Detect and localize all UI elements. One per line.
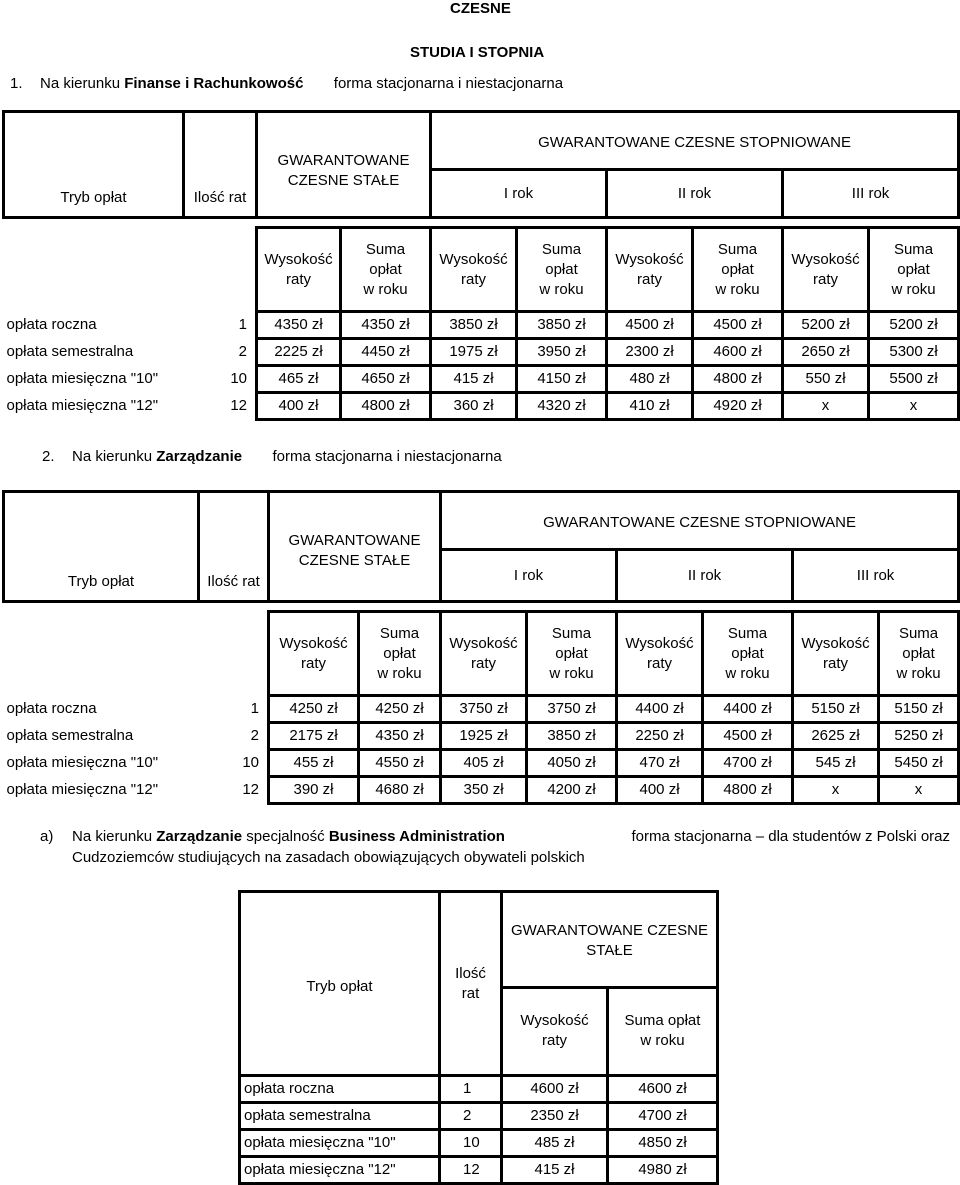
row-count: 2 — [440, 1103, 502, 1130]
subheader-wysokosc: Wysokość raty — [783, 228, 869, 312]
cell-rata: 2350 zł — [502, 1103, 608, 1130]
cell-suma: 4700 zł — [608, 1103, 718, 1130]
row-label: opłata miesięczna "10" — [6, 754, 159, 771]
header-tryb: Tryb opłat — [240, 892, 440, 1076]
table-row — [4, 339, 959, 366]
cell-suma: 4650 zł — [341, 366, 431, 393]
cell-rata: 415 zł — [431, 366, 517, 393]
cell-rata: 4600 zł — [502, 1076, 608, 1103]
cell-rata: 2175 zł — [269, 723, 359, 750]
cell-suma: 5300 zł — [869, 339, 959, 366]
section1-number: 1. — [10, 75, 23, 92]
row-label: opłata roczna — [240, 1076, 440, 1103]
cell-rata: 470 zł — [617, 750, 703, 777]
cell-suma: 4500 zł — [703, 723, 793, 750]
header-stopniowane: GWARANTOWANE CZESNE STOPNIOWANE — [441, 492, 959, 550]
row-label: opłata roczna — [6, 316, 97, 333]
cell-rata: 2250 zł — [617, 723, 703, 750]
section-a-line2: Cudzoziemców studiujących na zasadach obowiązujących obywateli polskich — [72, 849, 585, 866]
cell-rata: 4250 zł — [269, 696, 359, 723]
cell-suma: 4550 zł — [359, 750, 441, 777]
subheader-suma: Suma opłat w roku — [359, 612, 441, 696]
section2-prefix: Na kierunku — [72, 448, 157, 465]
header-stopniowane: GWARANTOWANE CZESNE STOPNIOWANE — [431, 112, 959, 170]
cell-rata: 480 zł — [607, 366, 693, 393]
section-a-heading — [40, 826, 950, 868]
cell-suma: 5150 zł — [879, 696, 959, 723]
section-a-field: Zarządzanie — [156, 828, 243, 845]
cell-suma: 4920 zł — [693, 393, 783, 420]
subheader-suma: Suma opłat w roku — [341, 228, 431, 312]
cell-suma: 4600 zł — [693, 339, 783, 366]
subheader-wysokosc: Wysokość raty — [607, 228, 693, 312]
cell-rata: 2300 zł — [607, 339, 693, 366]
row-label: opłata miesięczna "10" — [240, 1130, 440, 1157]
cell-suma: 3750 zł — [527, 696, 617, 723]
header-stale: GWARANTOWANE CZESNE STAŁE — [502, 892, 718, 988]
cell-suma: 4680 zł — [359, 777, 441, 804]
cell-suma: 4350 zł — [341, 312, 431, 339]
cell-rata: 4350 zł — [257, 312, 341, 339]
section-a-text3: forma stacjonarna – dla studentów z Polski oraz — [631, 828, 950, 845]
subheader-row — [4, 612, 959, 696]
subheader-suma: Suma opłat w roku — [693, 228, 783, 312]
cell-suma: 4450 zł — [341, 339, 431, 366]
cell-suma: 4800 zł — [703, 777, 793, 804]
header-tryb: Tryb opłat — [4, 112, 184, 218]
cell-suma: 4350 zł — [359, 723, 441, 750]
fee-table-finanse — [2, 110, 960, 421]
cell-suma: 3850 zł — [527, 723, 617, 750]
table-row — [4, 750, 959, 777]
cell-rata: 545 zł — [793, 750, 879, 777]
fee-table-business-admin — [238, 890, 719, 1185]
cell-rata: 415 zł — [502, 1157, 608, 1184]
cell-rata: 410 zł — [607, 393, 693, 420]
table-row — [240, 1103, 718, 1130]
cell-rata: 390 zł — [269, 777, 359, 804]
cell-suma: 4250 zł — [359, 696, 441, 723]
cell-rata: 465 zł — [257, 366, 341, 393]
subheader-suma: Suma opłat w roku — [517, 228, 607, 312]
row-count: 1 — [250, 700, 259, 717]
cell-suma: 4700 zł — [703, 750, 793, 777]
row-label: opłata miesięczna "12" — [6, 397, 159, 414]
cell-suma: 5500 zł — [869, 366, 959, 393]
row-count: 1 — [440, 1076, 502, 1103]
header-rok3: III rok — [793, 550, 959, 602]
cell-rata: 485 zł — [502, 1130, 608, 1157]
section2-suffix: forma stacjonarna i niestacjonarna — [272, 448, 502, 465]
cell-suma: 4050 zł — [527, 750, 617, 777]
doc-title: CZESNE — [450, 0, 511, 17]
table-row — [4, 777, 959, 804]
subheader-suma: Suma opłat w roku — [527, 612, 617, 696]
row-label: opłata semestralna — [240, 1103, 440, 1130]
header-stale: GWARANTOWANE CZESNE STAŁE — [257, 112, 431, 218]
row-count: 2 — [250, 727, 259, 744]
cell-rata: 400 zł — [257, 393, 341, 420]
cell-suma: 5250 zł — [879, 723, 959, 750]
cell-suma: 4320 zł — [517, 393, 607, 420]
section1-suffix: forma stacjonarna i niestacjonarna — [333, 75, 564, 92]
cell-suma: 4850 zł — [608, 1130, 718, 1157]
subheader-wysokosc: Wysokość raty — [269, 612, 359, 696]
cell-suma: 4200 zł — [527, 777, 617, 804]
header-rok1: I rok — [431, 170, 607, 218]
table-row — [240, 1157, 718, 1184]
row-count: 12 — [242, 781, 259, 798]
section2-number: 2. — [42, 448, 55, 465]
cell-rata: 405 zł — [441, 750, 527, 777]
section-a-marker: a) — [40, 828, 54, 845]
cell-rata: 1925 zł — [441, 723, 527, 750]
header-rok2: II rok — [607, 170, 783, 218]
subheader-suma: Suma opłat w roku — [703, 612, 793, 696]
section-a-line1 — [40, 826, 950, 847]
cell-suma: 4150 zł — [517, 366, 607, 393]
row-label: opłata miesięczna "10" — [6, 370, 159, 387]
section1-prefix: Na kierunku — [40, 75, 125, 92]
subheader-wysokosc: Wysokość raty — [431, 228, 517, 312]
table-row — [4, 312, 959, 339]
subheader-suma: Suma opłat w roku — [869, 228, 959, 312]
cell-rata: 4400 zł — [617, 696, 703, 723]
cell-suma: 3850 zł — [517, 312, 607, 339]
row-label: opłata semestralna — [6, 343, 134, 360]
cell-rata: x — [783, 393, 869, 420]
cell-rata: 3850 zł — [431, 312, 517, 339]
header-stale: GWARANTOWANE CZESNE STAŁE — [269, 492, 441, 602]
table-row — [240, 1130, 718, 1157]
cell-suma: 3950 zł — [517, 339, 607, 366]
table-row — [4, 696, 959, 723]
cell-suma: 4800 zł — [341, 393, 431, 420]
section2-field: Zarządzanie — [156, 448, 243, 465]
section-a-text2: specjalność — [242, 828, 329, 845]
cell-rata: 455 zł — [269, 750, 359, 777]
cell-suma: 4600 zł — [608, 1076, 718, 1103]
cell-suma: 5450 zł — [879, 750, 959, 777]
cell-suma: 4400 zł — [703, 696, 793, 723]
row-count: 2 — [238, 343, 247, 360]
cell-rata: 550 zł — [783, 366, 869, 393]
row-count: 1 — [238, 316, 247, 333]
subheader-wysokosc: Wysokość raty — [257, 228, 341, 312]
header-rok3: III rok — [783, 170, 959, 218]
section1-field: Finanse i Rachunkowość — [124, 75, 304, 92]
cell-suma: x — [879, 777, 959, 804]
header-tryb: Tryb opłat — [4, 492, 199, 602]
header-ilosc: Ilość rat — [440, 892, 502, 1076]
row-count: 12 — [440, 1157, 502, 1184]
row-label: opłata roczna — [6, 700, 97, 717]
cell-rata: 4500 zł — [607, 312, 693, 339]
section-a-text1: Na kierunku — [72, 828, 157, 845]
cell-suma: x — [869, 393, 959, 420]
cell-suma: 4500 zł — [693, 312, 783, 339]
header-rok1: I rok — [441, 550, 617, 602]
cell-suma: 4980 zł — [608, 1157, 718, 1184]
subheader-wysokosc: Wysokość raty — [793, 612, 879, 696]
subheader-wysokosc: Wysokość raty — [441, 612, 527, 696]
cell-suma: 5200 zł — [869, 312, 959, 339]
row-label: opłata semestralna — [6, 727, 134, 744]
cell-rata: 400 zł — [617, 777, 703, 804]
fee-table-zarzadzanie — [2, 490, 960, 805]
row-label: opłata miesięczna "12" — [240, 1157, 440, 1184]
header-rok2: II rok — [617, 550, 793, 602]
cell-rata: 360 zł — [431, 393, 517, 420]
cell-rata: 3750 zł — [441, 696, 527, 723]
row-count: 10 — [242, 754, 259, 771]
row-count: 10 — [230, 370, 247, 387]
cell-rata: x — [793, 777, 879, 804]
subheader-row — [4, 228, 959, 312]
section1-heading — [10, 75, 563, 92]
table-row — [4, 366, 959, 393]
section-a-spec: Business Administration — [328, 828, 505, 845]
subheader-suma: Suma opłat w roku — [879, 612, 959, 696]
row-count: 12 — [230, 397, 247, 414]
cell-rata: 2650 zł — [783, 339, 869, 366]
table-row — [4, 393, 959, 420]
cell-rata: 2625 zł — [793, 723, 879, 750]
header-ilosc: Ilość rat — [184, 112, 257, 218]
cell-suma: 4800 zł — [693, 366, 783, 393]
cell-rata: 2225 zł — [257, 339, 341, 366]
cell-rata: 5150 zł — [793, 696, 879, 723]
subheader-wysokosc: Wysokość raty — [617, 612, 703, 696]
cell-rata: 5200 zł — [783, 312, 869, 339]
row-count: 10 — [440, 1130, 502, 1157]
subheader-suma: Suma opłat w roku — [608, 988, 718, 1076]
header-ilosc: Ilość rat — [199, 492, 269, 602]
table-row — [240, 1076, 718, 1103]
row-label: opłata miesięczna "12" — [6, 781, 159, 798]
cell-rata: 1975 zł — [431, 339, 517, 366]
section2-heading — [42, 448, 502, 465]
cell-rata: 350 zł — [441, 777, 527, 804]
subheader-wysokosc: Wysokość raty — [502, 988, 608, 1076]
doc-subtitle: STUDIA I STOPNIA — [410, 44, 545, 61]
table-row — [4, 723, 959, 750]
